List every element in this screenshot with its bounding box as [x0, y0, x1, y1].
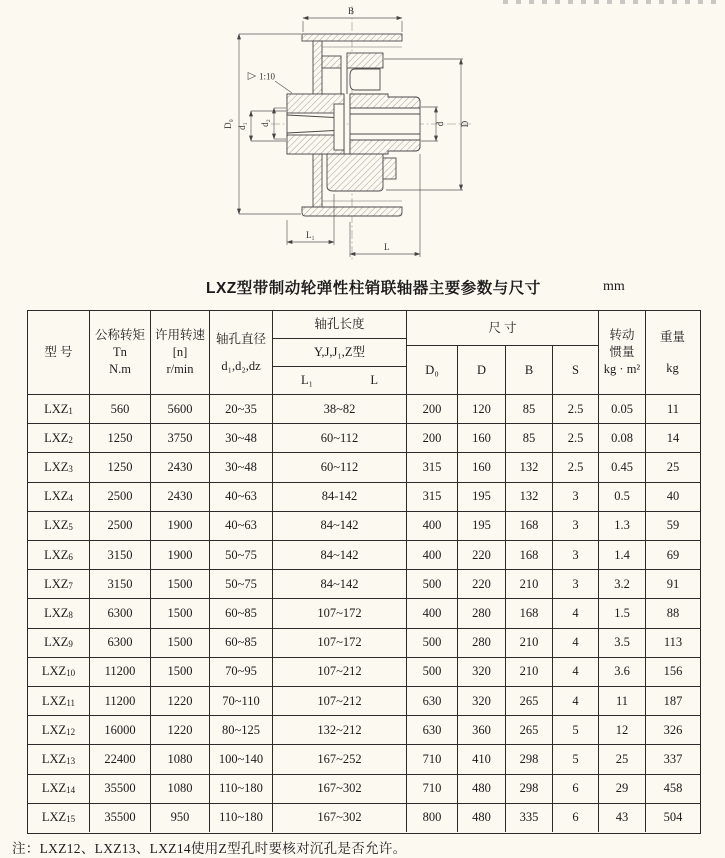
data-cell: 800 [407, 804, 458, 832]
data-cell: 1900 [151, 512, 210, 540]
data-cell: 11 [599, 687, 646, 715]
data-cell: 107~172 [273, 629, 407, 657]
data-cell: 950 [151, 804, 210, 832]
model-cell: LXZ 1 [28, 395, 90, 423]
data-cell: 6300 [90, 599, 151, 627]
drum-left-web-bottom [313, 154, 322, 207]
data-cell: 6 [553, 775, 599, 803]
data-cell: 1500 [151, 570, 210, 598]
data-cell: 200 [407, 424, 458, 452]
data-cell: 29 [599, 775, 646, 803]
taper-leader-line [275, 81, 292, 93]
data-cell: 3 [553, 570, 599, 598]
data-cell: 210 [506, 570, 553, 598]
table-row [28, 804, 700, 832]
model-cell: LXZ 15 [28, 804, 90, 832]
data-cell: 16000 [90, 716, 151, 744]
data-cell: 84~142 [273, 541, 407, 569]
data-cell: 710 [407, 745, 458, 773]
data-cell: 12 [599, 716, 646, 744]
data-cell: 60~85 [210, 599, 273, 627]
data-cell: 500 [407, 658, 458, 686]
pin-sleeve [334, 104, 344, 150]
taper-symbol-icon [248, 73, 256, 80]
data-cell: 100~140 [210, 745, 273, 773]
data-cell: 315 [407, 483, 458, 511]
data-cell: 315 [407, 453, 458, 481]
data-cell: 4 [553, 687, 599, 715]
data-cell: 3.5 [599, 629, 646, 657]
table-row [28, 395, 700, 424]
table-row [28, 716, 700, 745]
cropped-text-remnant [503, 0, 721, 4]
table-body [28, 395, 700, 832]
data-cell: 335 [506, 804, 553, 832]
data-cell: 69 [666, 547, 680, 562]
data-cell: 2500 [90, 512, 151, 540]
col-header-bore-dia: 轴孔直径 d₁,d₂,dz [210, 311, 273, 394]
model-cell: LXZ 6 [28, 541, 90, 569]
data-cell: 2.5 [553, 395, 599, 423]
data-cell: 11200 [90, 687, 151, 715]
data-cell: 500 [407, 570, 458, 598]
data-cell: 504 [663, 810, 683, 825]
data-cell: 2500 [90, 483, 151, 511]
table-row [28, 629, 700, 658]
data-cell: 4 [553, 599, 599, 627]
data-cell: 25 [666, 460, 680, 474]
data-cell: 2.5 [553, 453, 599, 481]
model-cell: LXZ 8 [28, 599, 90, 627]
data-cell: 132~212 [273, 716, 407, 744]
data-cell: 91 [666, 576, 680, 591]
data-cell: 220 [458, 541, 506, 569]
data-cell: 0.5 [599, 483, 646, 511]
data-cell: 110~180 [210, 804, 273, 832]
footnote: 注：LXZ12、LXZ13、LXZ14使用Z型孔时要核对沉孔是否允许。 [12, 841, 407, 856]
data-cell: 25 [599, 745, 646, 773]
col-header-D0: D₀ [407, 346, 458, 394]
data-cell: 3750 [151, 424, 210, 452]
data-cell: 120 [458, 395, 506, 423]
data-cell: 156 [663, 664, 683, 679]
data-cell: 320 [458, 658, 506, 686]
data-cell: 5600 [151, 395, 210, 423]
table-row [28, 453, 700, 482]
model-cell: LXZ 4 [28, 483, 90, 511]
data-cell: 560 [90, 395, 151, 423]
col-header-B: B [506, 346, 553, 394]
data-cell: 298 [506, 775, 553, 803]
data-cell: 360 [458, 716, 506, 744]
data-cell: 160 [458, 453, 506, 481]
drum-hub-block [327, 154, 383, 191]
data-cell: 3 [553, 512, 599, 540]
data-cell: 1.4 [599, 541, 646, 569]
pin-cap-right [347, 53, 383, 68]
data-cell: 400 [407, 541, 458, 569]
data-cell: 107~212 [273, 687, 407, 715]
dim-label-d2: d₂ [260, 119, 270, 127]
data-cell: 60~112 [273, 424, 407, 452]
data-cell: 4 [553, 658, 599, 686]
data-cell: 3.2 [599, 570, 646, 598]
data-cell: 1080 [151, 745, 210, 773]
data-cell: 480 [458, 804, 506, 832]
taper-label: 1:10 [259, 71, 276, 82]
col-header-D: D [458, 346, 506, 394]
group-header-bore-length: 轴孔长度 [273, 311, 407, 339]
data-cell: 43 [599, 804, 646, 832]
data-cell: 6 [553, 804, 599, 832]
data-cell: 132 [506, 453, 553, 481]
col-header-speed: 许用转速 [n] r/min [151, 311, 210, 394]
model-cell: LXZ 14 [28, 775, 90, 803]
data-cell: 14 [666, 430, 680, 445]
dim-label-L: L [384, 242, 390, 252]
table-row [28, 424, 700, 453]
data-cell: 210 [506, 658, 553, 686]
table-row [28, 599, 700, 628]
data-cell: 70~95 [210, 658, 273, 686]
data-cell: 195 [458, 483, 506, 511]
data-cell: 40 [666, 489, 680, 504]
dim-label-d1: d₁ [237, 122, 247, 130]
data-cell: 84-142 [273, 483, 407, 511]
data-cell: 168 [506, 599, 553, 627]
coupling-section-drawing [175, 0, 505, 265]
data-cell: 40~63 [210, 483, 273, 511]
data-cell: 326 [663, 722, 683, 737]
data-cell: 22400 [90, 745, 151, 773]
data-cell: 167~252 [273, 745, 407, 773]
data-cell: 113 [663, 635, 683, 650]
table-row [28, 687, 700, 716]
data-cell: 210 [506, 629, 553, 657]
data-cell: 167~302 [273, 775, 407, 803]
model-cell: LXZ 12 [28, 716, 90, 744]
data-cell: 84~142 [273, 512, 407, 540]
col-header-S: S [553, 346, 599, 394]
data-cell: 6300 [90, 629, 151, 657]
data-cell: 30~48 [210, 453, 273, 481]
model-cell: LXZ 13 [28, 745, 90, 773]
data-cell: 1500 [151, 629, 210, 657]
data-cell: 20~35 [210, 395, 273, 423]
data-cell: 2430 [151, 483, 210, 511]
model-cell: LXZ 9 [28, 629, 90, 657]
data-cell: 1080 [151, 775, 210, 803]
data-cell: 3150 [90, 541, 151, 569]
unit-label: mm [603, 279, 625, 294]
data-cell: 59 [666, 518, 680, 533]
data-cell: 200 [407, 395, 458, 423]
data-cell: 710 [407, 775, 458, 803]
data-cell: 195 [458, 512, 506, 540]
table-row [28, 483, 700, 512]
data-cell: 84~142 [273, 570, 407, 598]
right-hub-flange-bottom [350, 140, 420, 154]
data-cell: 35500 [90, 775, 151, 803]
data-cell: 5 [553, 716, 599, 744]
data-cell: 400 [407, 512, 458, 540]
data-cell: 265 [506, 687, 553, 715]
data-cell: 107~172 [273, 599, 407, 627]
model-cell: LXZ 10 [28, 658, 90, 686]
data-cell: 0.08 [599, 424, 646, 452]
col-header-torque: 公称转矩Tn N.m [90, 311, 151, 394]
data-cell: 3.6 [599, 658, 646, 686]
data-cell: 11 [666, 401, 680, 416]
data-cell: 3 [553, 483, 599, 511]
data-cell: 630 [407, 716, 458, 744]
table-row [28, 775, 700, 804]
dim-label-d: d [435, 121, 445, 127]
data-cell: 168 [506, 541, 553, 569]
data-cell: 107~212 [273, 658, 407, 686]
data-cell: 110~180 [210, 775, 273, 803]
model-cell: LXZ 11 [28, 687, 90, 715]
data-cell: 30~48 [210, 424, 273, 452]
data-cell: 400 [407, 599, 458, 627]
sub-header-L1-L: L₁ L [273, 367, 407, 394]
col-header-model: 型 号 [28, 311, 90, 394]
model-cell: LXZ 5 [28, 512, 90, 540]
group-header-dimensions: 尺 寸 [407, 311, 599, 346]
data-cell: 167~302 [273, 804, 407, 832]
data-cell: 1900 [151, 541, 210, 569]
data-cell: 88 [666, 606, 680, 621]
data-cell: 280 [458, 629, 506, 657]
data-cell: 2430 [151, 453, 210, 481]
data-cell: 1250 [90, 424, 151, 452]
data-cell: 85 [506, 395, 553, 423]
sub-header-bore-types: Y,J,J₁,Z型 [273, 339, 407, 367]
data-cell: 11200 [90, 658, 151, 686]
data-cell: 2.5 [553, 424, 599, 452]
data-cell: 1220 [151, 716, 210, 744]
data-cell: 85 [506, 424, 553, 452]
data-cell: 38~82 [273, 395, 407, 423]
spec-table [27, 310, 701, 834]
data-cell: 320 [458, 687, 506, 715]
data-cell: 298 [506, 745, 553, 773]
data-cell: 60~112 [273, 453, 407, 481]
data-cell: 4 [553, 629, 599, 657]
data-cell: 1.3 [599, 512, 646, 540]
dim-label-L1: L₁ [306, 230, 315, 240]
data-cell: 50~75 [210, 570, 273, 598]
data-cell: 410 [458, 745, 506, 773]
data-cell: 168 [506, 512, 553, 540]
table-row [28, 658, 700, 687]
table-header [28, 311, 700, 395]
data-cell: 1220 [151, 687, 210, 715]
data-cell: 0.05 [599, 395, 646, 423]
data-cell: 480 [458, 775, 506, 803]
data-cell: 70~110 [210, 687, 273, 715]
model-cell: LXZ 3 [28, 453, 90, 481]
table-row [28, 745, 700, 774]
elastic-pin [350, 69, 380, 90]
data-cell: 5 [553, 745, 599, 773]
dim-label-D0: D₀ [223, 119, 233, 129]
data-cell: 3 [553, 541, 599, 569]
col-header-inertia: 转动 惯量 kg · m² [599, 311, 646, 394]
drum-top-rim [302, 34, 402, 41]
right-hub-flange-top [350, 94, 420, 108]
col-header-weight: 重量 kg [659, 329, 685, 375]
data-cell: 1.5 [599, 599, 646, 627]
data-cell: 187 [663, 693, 683, 708]
data-cell: 337 [663, 752, 683, 767]
data-cell: 160 [458, 424, 506, 452]
data-cell: 265 [506, 716, 553, 744]
data-cell: 1250 [90, 453, 151, 481]
data-cell: 280 [458, 599, 506, 627]
table-row [28, 512, 700, 541]
dim-label-B: B [347, 6, 355, 16]
page-title: LXZ型带制动轮弹性柱销联轴器主要参数与尺寸 [206, 280, 541, 297]
drum-hub-step [383, 158, 396, 179]
pin-cap-left [322, 56, 341, 68]
data-cell: 60~85 [210, 629, 273, 657]
data-cell: 0.45 [599, 453, 646, 481]
data-cell: 80~125 [210, 716, 273, 744]
data-cell: 630 [407, 687, 458, 715]
data-cell: 35500 [90, 804, 151, 832]
table-row [28, 570, 700, 599]
data-cell: 3150 [90, 570, 151, 598]
data-cell: 1500 [151, 599, 210, 627]
data-cell: 1500 [151, 658, 210, 686]
dim-label-D: D [460, 120, 470, 128]
data-cell: 220 [458, 570, 506, 598]
drum-bottom-rim [302, 207, 402, 216]
data-cell: 458 [663, 781, 683, 796]
data-cell: 50~75 [210, 541, 273, 569]
drum-left-web-top [313, 41, 322, 94]
table-row [28, 541, 700, 570]
data-cell: 132 [506, 483, 553, 511]
model-cell: LXZ 7 [28, 570, 90, 598]
model-cell: LXZ 2 [28, 424, 90, 452]
data-cell: 40~63 [210, 512, 273, 540]
data-cell: 500 [407, 629, 458, 657]
